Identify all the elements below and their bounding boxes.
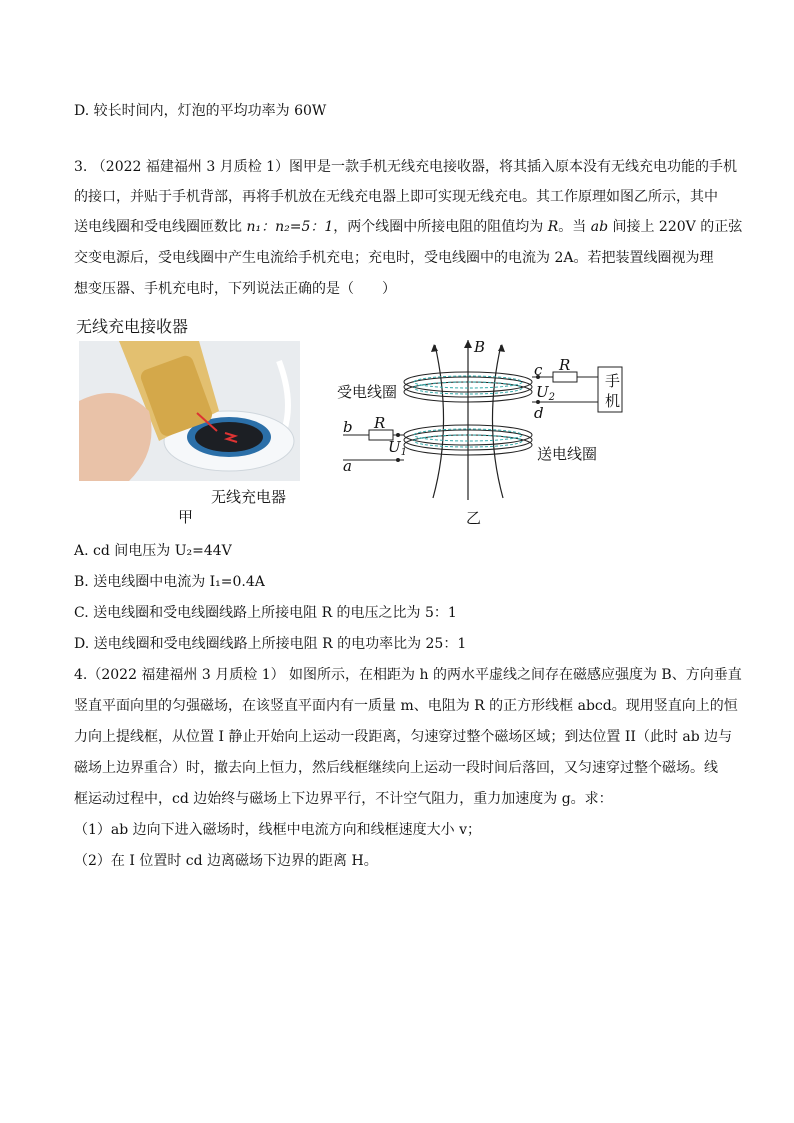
label-R-transmitter: R bbox=[374, 414, 386, 432]
q4-subquestion-1: （1）ab 边向下进入磁场时，线框中电流方向和线框速度大小 v； bbox=[74, 822, 482, 838]
receiver-label: 无线充电接收器 bbox=[76, 317, 189, 336]
q3-option-a: A. cd 间电压为 U₂=44V bbox=[74, 543, 232, 559]
q3-line4: 交变电源后，受电线圈中产生电流给手机充电；充电时，受电线圈中的电流为 2A。若把装置线圈视为理 bbox=[74, 250, 714, 266]
label-U2: $U_2$ bbox=[536, 383, 556, 403]
label-d: d bbox=[534, 404, 544, 422]
q3-line2: 的接口，并贴于手机背部，再将手机放在无线充电器上即可实现无线充电。其工作原理如图乙所示，其中 bbox=[74, 189, 718, 205]
receiver-coil-label: 受电线圈 bbox=[337, 383, 398, 401]
label-B: B bbox=[474, 338, 486, 356]
option-d-previous: D. 较长时间内，灯泡的平均功率为 60W bbox=[74, 103, 327, 119]
label-c: c bbox=[534, 361, 543, 379]
q3-option-b: B. 送电线圈中电流为 I₁=0.4A bbox=[74, 574, 265, 590]
figure-jia-label: 甲 bbox=[178, 508, 194, 526]
q4-line2: 竖直平面向里的匀强磁场，在该竖直平面内有一质量 m、电阻为 R 的正方形线框 abcd。现用竖直向上的恒 bbox=[74, 698, 738, 714]
q3-line1: 3. （2022 福建福州 3 月质检 1）图甲是一款手机无线充电接收器，将其插入原本没有无线充电功能的手机 bbox=[74, 159, 738, 175]
transformer-diagram bbox=[333, 330, 633, 530]
figure-yi-label: 乙 bbox=[466, 509, 482, 527]
phone-label-1: 手 bbox=[605, 372, 621, 390]
q4-line3: 力向上提线框，从位置 I 静止开始向上运动一段距离，匀速穿过整个磁场区域；到达位置 II（此时 ab 边与 bbox=[74, 729, 733, 745]
turn-ratio: n₁：n₂=5：1 bbox=[246, 219, 334, 235]
charger-label: 无线充电器 bbox=[211, 488, 287, 506]
label-b: b bbox=[343, 418, 353, 436]
phone-label-2: 机 bbox=[605, 392, 621, 410]
q4-line1: 4.（2022 福建福州 3 月质检 1） 如图所示，在相距为 h 的两水平虚线之间存在磁感应强度为 B、方向垂直 bbox=[74, 667, 742, 683]
label-U1: $U_1$ bbox=[388, 438, 408, 458]
wireless-charger-photo bbox=[79, 341, 300, 481]
q4-subquestion-2: （2）在 I 位置时 cd 边离磁场下边界的距离 H。 bbox=[74, 853, 378, 869]
label-a: a bbox=[343, 457, 352, 475]
transmitter-coil-label: 送电线圈 bbox=[537, 445, 598, 463]
q3-option-c: C. 送电线圈和受电线圈线路上所接电阻 R 的电压之比为 5：1 bbox=[74, 605, 457, 621]
q3-line5: 想变压器、手机充电时，下列说法正确的是（ ） bbox=[74, 281, 396, 297]
q4-line4: 磁场上边界重合）时，撤去向上恒力，然后线框继续向上运动一段时间后落回，又匀速穿过整个磁场。线 bbox=[74, 760, 718, 776]
q3-option-d: D. 送电线圈和受电线圈线路上所接电阻 R 的电功率比为 25：1 bbox=[74, 636, 467, 652]
q4-line5: 框运动过程中，cd 边始终与磁场上下边界平行，不计空气阻力，重力加速度为 g。求： bbox=[74, 791, 613, 807]
q3-line3: 送电线圈和受电线圈匝数比 n₁：n₂=5：1，两个线圈中所接电阻的阻值均为 R。当 ab 间接上 220V 的正弦 bbox=[74, 219, 743, 235]
label-R-receiver: R bbox=[559, 356, 571, 374]
